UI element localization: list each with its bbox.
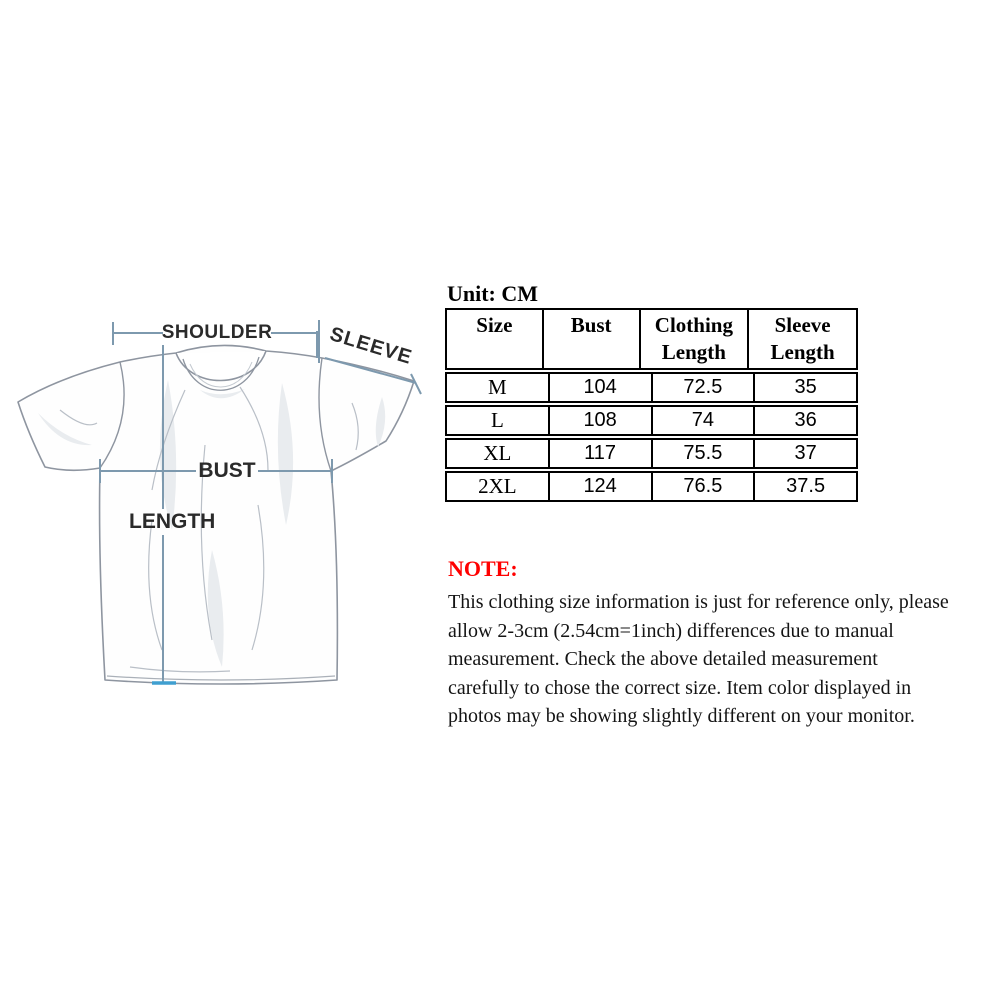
note-line: This clothing size information is just for reference only, please <box>448 591 949 613</box>
table-row-l <box>445 405 858 436</box>
note-section <box>448 557 949 731</box>
column-header-sleeve-length: Sleeve Length <box>747 310 856 368</box>
clothing-length-value: 75.5 <box>651 440 754 467</box>
bust-value: 104 <box>548 374 651 401</box>
sleeve-length-value: 36 <box>753 407 856 434</box>
note-line: carefully to chose the correct size. Item color displayed in <box>448 676 912 699</box>
column-header-bust: Bust <box>542 310 639 368</box>
note-heading: NOTE: <box>448 556 518 581</box>
table-row-xl <box>445 438 858 469</box>
length-label: LENGTH <box>129 510 216 533</box>
size-table <box>445 308 858 502</box>
clothing-length-value: 72.5 <box>651 374 754 401</box>
sleeve-length-value: 35 <box>753 374 856 401</box>
sleeve-label: SLEEVE <box>327 323 415 369</box>
note-line: allow 2-3cm (2.54cm=1inch) differences due to manual <box>448 619 894 642</box>
size-value: L <box>490 408 504 432</box>
bust-label: BUST <box>198 459 256 482</box>
note-line: measurement. Check the above detailed measurement <box>448 648 878 670</box>
column-header-size: Size <box>476 313 513 337</box>
table-header-row <box>445 308 858 370</box>
sleeve-length-value: 37.5 <box>753 473 856 500</box>
table-row-2xl <box>445 471 858 502</box>
column-header-clothing-length: Clothing Length <box>639 310 748 368</box>
bust-value: 108 <box>548 407 651 434</box>
tshirt-diagram <box>0 295 440 705</box>
bust-value: 124 <box>548 473 651 500</box>
clothing-length-value: 74 <box>651 407 754 434</box>
clothing-length-value: 76.5 <box>651 473 754 500</box>
sleeve-length-value: 37 <box>753 440 856 467</box>
size-value: XL <box>483 441 512 465</box>
size-value: M <box>488 375 507 399</box>
bust-value: 117 <box>548 440 651 467</box>
unit-label: Unit: CM <box>447 281 539 306</box>
size-value: 2XL <box>478 474 517 498</box>
table-row-m <box>445 372 858 403</box>
note-line: photos may be showing slightly different on your monitor. <box>448 705 915 727</box>
shoulder-label: SHOULDER <box>161 322 273 343</box>
